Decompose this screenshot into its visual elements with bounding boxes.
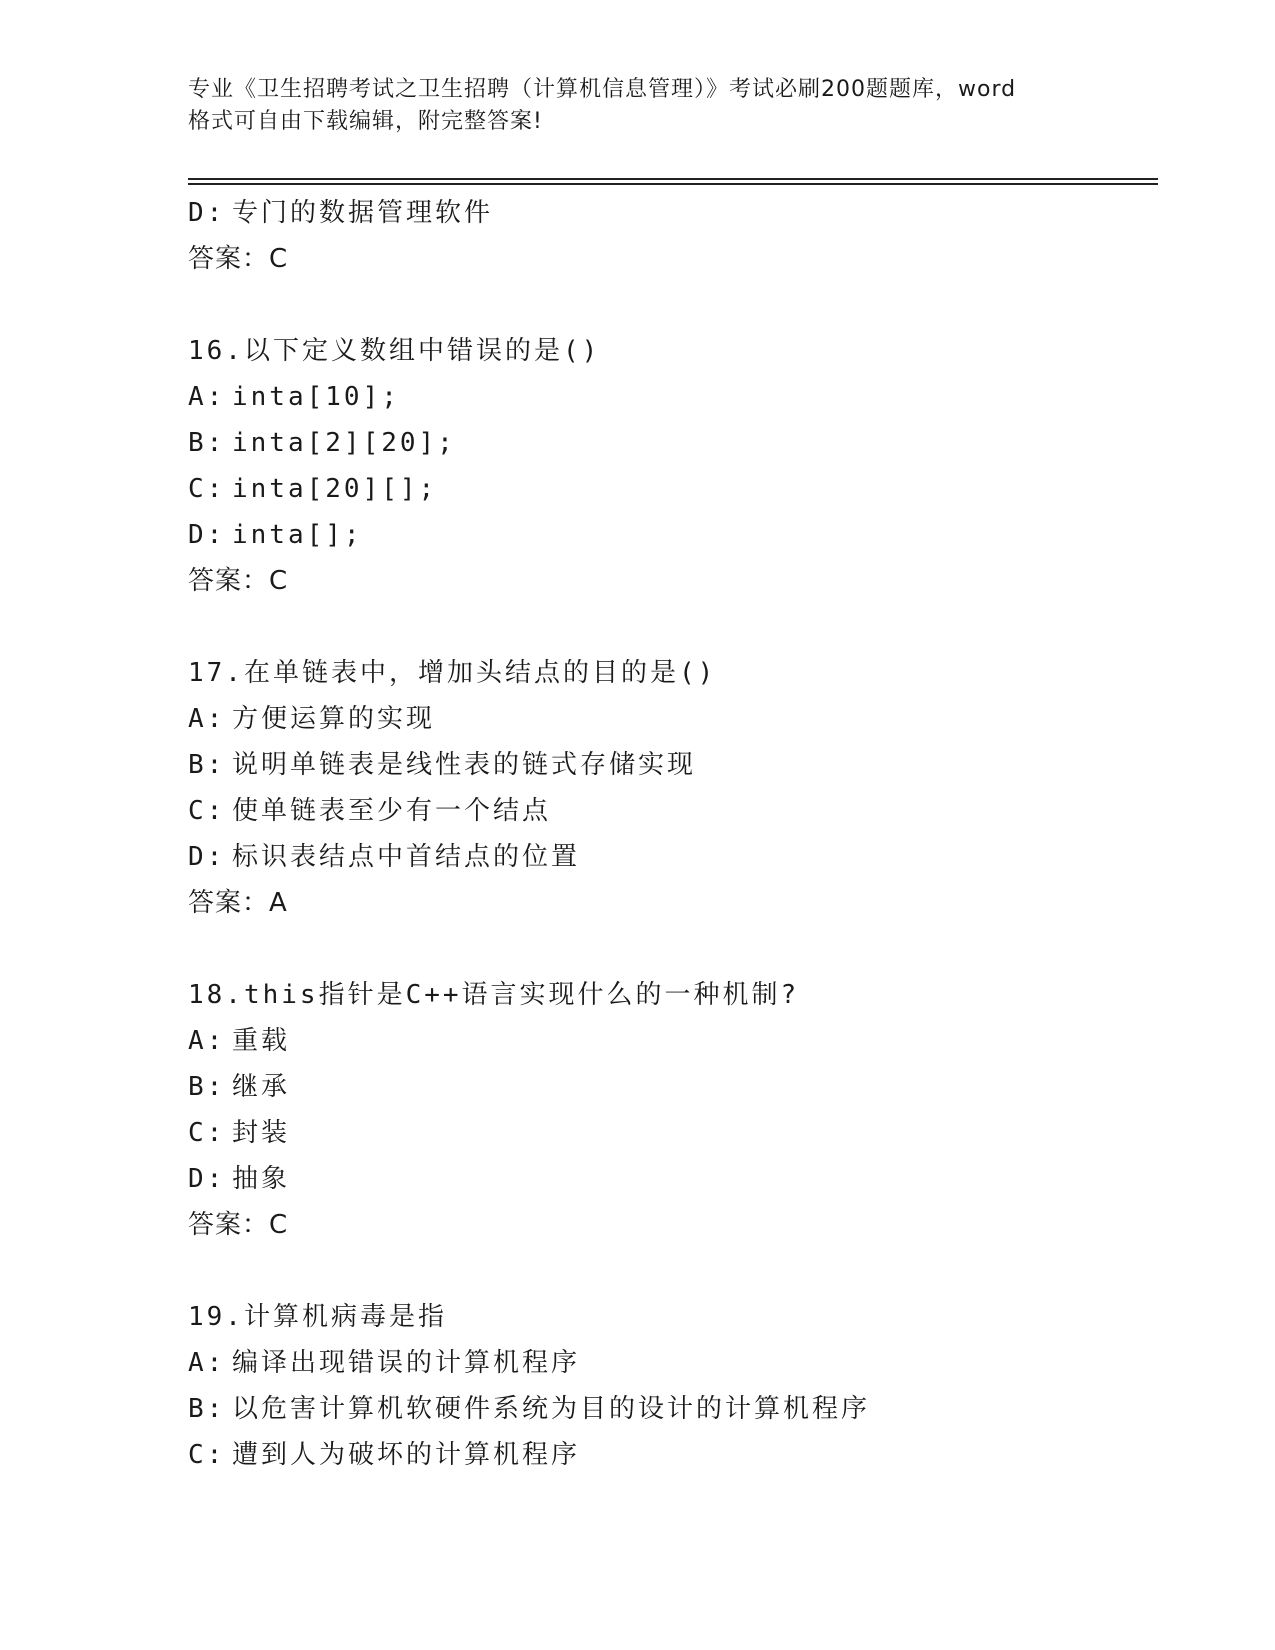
option-d (188, 1156, 1188, 1202)
question-stem-16: 16.以下定义数组中错误的是() (188, 336, 601, 366)
option-a (188, 1340, 1188, 1386)
option-text: 使单链表至少有一个结点 (232, 796, 552, 826)
option-letter: D: (188, 520, 226, 550)
answer-line: 答案：A (188, 888, 288, 918)
option-text: 封装 (232, 1118, 291, 1148)
option-letter: B: (188, 750, 226, 780)
option-letter: A: (188, 1026, 226, 1056)
option-text: 继承 (232, 1072, 291, 1102)
option-a (188, 1018, 1188, 1064)
option-text: inta[10]; (232, 382, 400, 412)
option-d (188, 512, 1188, 558)
option-text: 说明单链表是线性表的链式存储实现 (232, 750, 697, 780)
option-text: 方便运算的实现 (232, 704, 436, 734)
option-text: 编译出现错误的计算机程序 (232, 1348, 581, 1378)
option-letter: B: (188, 428, 226, 458)
header-line-1: 专业《卫生招聘考试之卫生招聘（计算机信息管理）》考试必刷200题题库，word (188, 77, 1017, 102)
header-divider-top (188, 178, 1158, 180)
option-b (188, 1386, 1188, 1432)
option-c (188, 1432, 1188, 1478)
answer-line: 答案：C (188, 566, 289, 596)
option-letter: D: (188, 1164, 226, 1194)
option-text: 抽象 (232, 1164, 291, 1194)
option-d (188, 834, 1188, 880)
question-stem-19: 19.计算机病毒是指 (188, 1302, 447, 1332)
header-divider-bottom (188, 183, 1158, 185)
header-line-2: 格式可自由下载编辑，附完整答案! (188, 109, 543, 134)
question-stem-17: 17.在单链表中，增加头结点的目的是() (188, 658, 717, 688)
option-letter: B: (188, 1394, 226, 1424)
option-letter: A: (188, 382, 226, 412)
option-letter: C: (188, 1118, 226, 1148)
option-d (188, 190, 1188, 236)
option-text: 遭到人为破坏的计算机程序 (232, 1440, 581, 1470)
option-b (188, 420, 1188, 466)
option-b (188, 1064, 1188, 1110)
option-letter: D: (188, 198, 226, 228)
answer-line: 答案：C (188, 1210, 289, 1240)
answer-line: 答案：C (188, 244, 289, 274)
option-letter: B: (188, 1072, 226, 1102)
option-text: 重载 (232, 1026, 291, 1056)
option-c (188, 1110, 1188, 1156)
option-letter: C: (188, 474, 226, 504)
option-text: 以危害计算机软硬件系统为目的设计的计算机程序 (232, 1394, 871, 1424)
option-c (188, 788, 1188, 834)
option-text: 标识表结点中首结点的位置 (232, 842, 581, 872)
option-letter: A: (188, 1348, 226, 1378)
option-a (188, 374, 1188, 420)
question-list (188, 190, 1188, 1478)
document-header (188, 74, 1088, 138)
option-text: 专门的数据管理软件 (232, 198, 494, 228)
option-letter: D: (188, 842, 226, 872)
option-a (188, 696, 1188, 742)
option-letter: C: (188, 796, 226, 826)
option-letter: C: (188, 1440, 226, 1470)
option-text: inta[2][20]; (232, 428, 456, 458)
option-text: inta[20][]; (232, 474, 438, 504)
option-text: inta[]; (232, 520, 363, 550)
option-letter: A: (188, 704, 226, 734)
question-stem-18: 18.this指针是C++语言实现什么的一种机制? (188, 980, 800, 1010)
option-c (188, 466, 1188, 512)
option-b (188, 742, 1188, 788)
